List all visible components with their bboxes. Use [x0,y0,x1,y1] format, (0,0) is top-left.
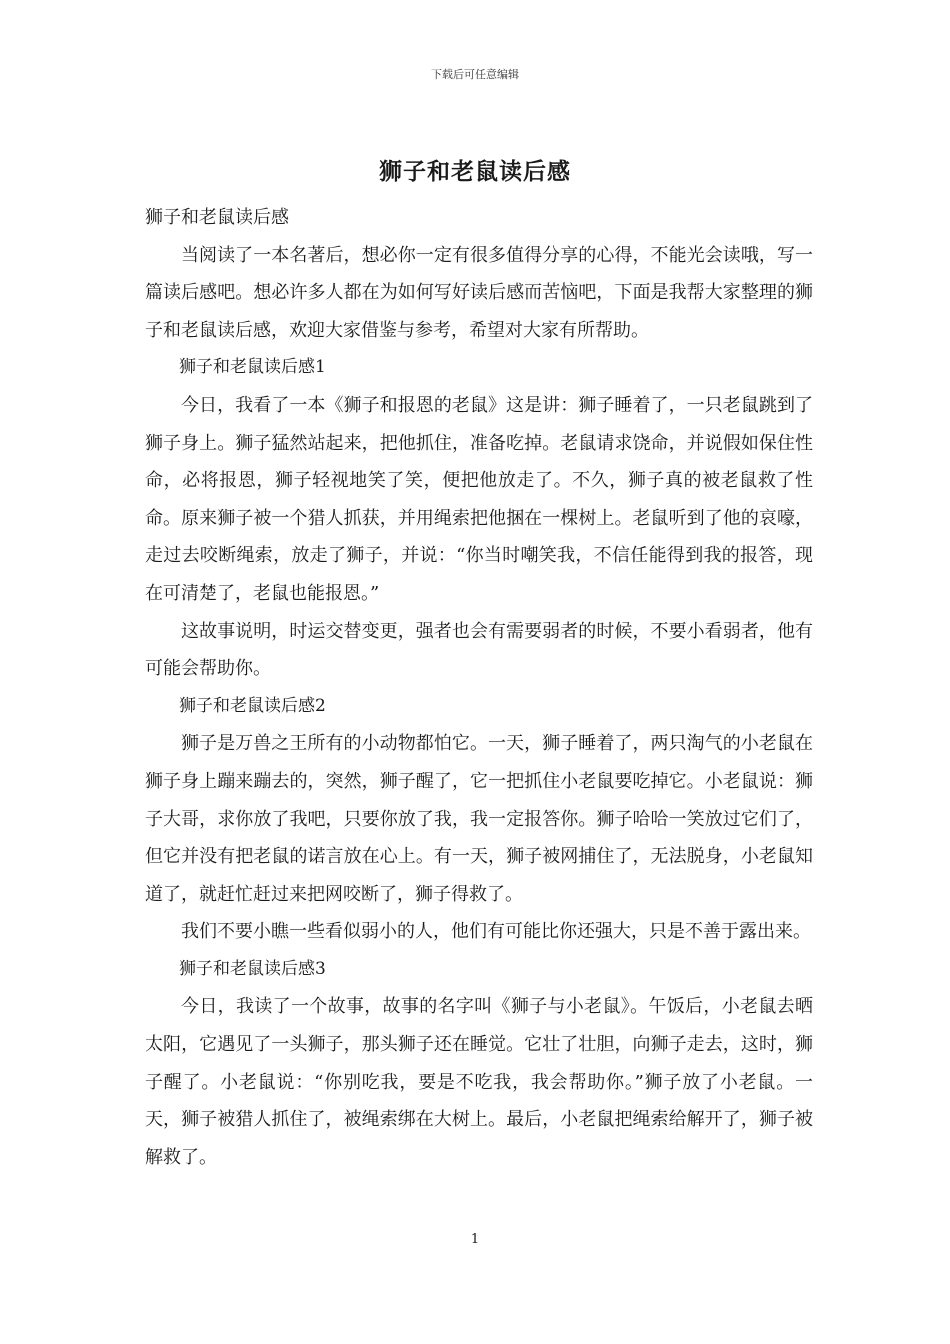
header-note: 下载后可任意编辑 [431,68,519,81]
section-1-paragraph-1: 今日，我看了一本《狮子和报恩的老鼠》这是讲：狮子睡着了，一只老鼠跳到了狮子身上。狮子猛然站起来，把他抓住，准备吃掉。老鼠请求饶命，并说假如保住性命，必将报恩，狮子轻视地笑了笑，便把他放走了。不久，狮子真的被老鼠救了性命。原来狮子被一个猎人抓获，并用绳索把他捆在一棵树上。老鼠听到了他的哀嚎，走过去咬断绳索，放走了狮子，并说：“你当时嘲笑我，不信任能得到我的报答，现在可清楚了，老鼠也能报恩。” [145,394,813,604]
document-body [145,199,813,1176]
section-heading-1: 狮子和老鼠读后感1 [179,357,326,378]
intro-paragraph: 当阅读了一本名著后，想必你一定有很多值得分享的心得，不能光会读哦，写一篇读后感吧。想必许多人都在为如何写好读后感而苦恼吧，下面是我帮大家整理的狮子和老鼠读后感，欢迎大家借鉴与参考，希望对大家有所帮助。 [145,244,813,341]
section-2-paragraph-1: 狮子是万兽之王所有的小动物都怕它。一天，狮子睡着了，两只淘气的小老鼠在狮子身上蹦来蹦去的，突然，狮子醒了，它一把抓住小老鼠要吃掉它。小老鼠说：狮子大哥，求你放了我吧，只要你放了我，我一定报答你。狮子哈哈一笑放过它们了，但它并没有把老鼠的诺言放在心上。有一天，狮子被网捕住了，无法脱身，小老鼠知道了，就赶忙赶过来把网咬断了，狮子得救了。 [145,733,813,905]
section-heading-3: 狮子和老鼠读后感3 [179,958,326,979]
section-heading-2: 狮子和老鼠读后感2 [179,695,326,716]
page-number: 1 [470,1232,480,1247]
section-2-paragraph-2: 我们不要小瞧一些看似弱小的人，他们有可能比你还强大，只是不善于露出来。 [181,921,811,943]
section-3-paragraph-1: 今日，我读了一个故事，故事的名字叫《狮子与小老鼠》。午饭后，小老鼠去晒太阳，它遇见了一头狮子，那头狮子还在睡觉。它壮了壮胆，向狮子走去，这时，狮子醒了。小老鼠说：“你别吃我，要是不吃我，我会帮助你。”狮子放了小老鼠。一天，狮子被猎人抓住了，被绳索绑在大树上。最后，小老鼠把绳索给解开了，狮子被解救了。 [145,996,813,1168]
intro-label: 狮子和老鼠读后感 [145,207,289,228]
section-1-paragraph-2: 这故事说明，时运交替变更，强者也会有需要弱者的时候，不要小看弱者，他有可能会帮助你。 [145,620,813,680]
document-title: 狮子和老鼠读后感 [379,158,571,185]
